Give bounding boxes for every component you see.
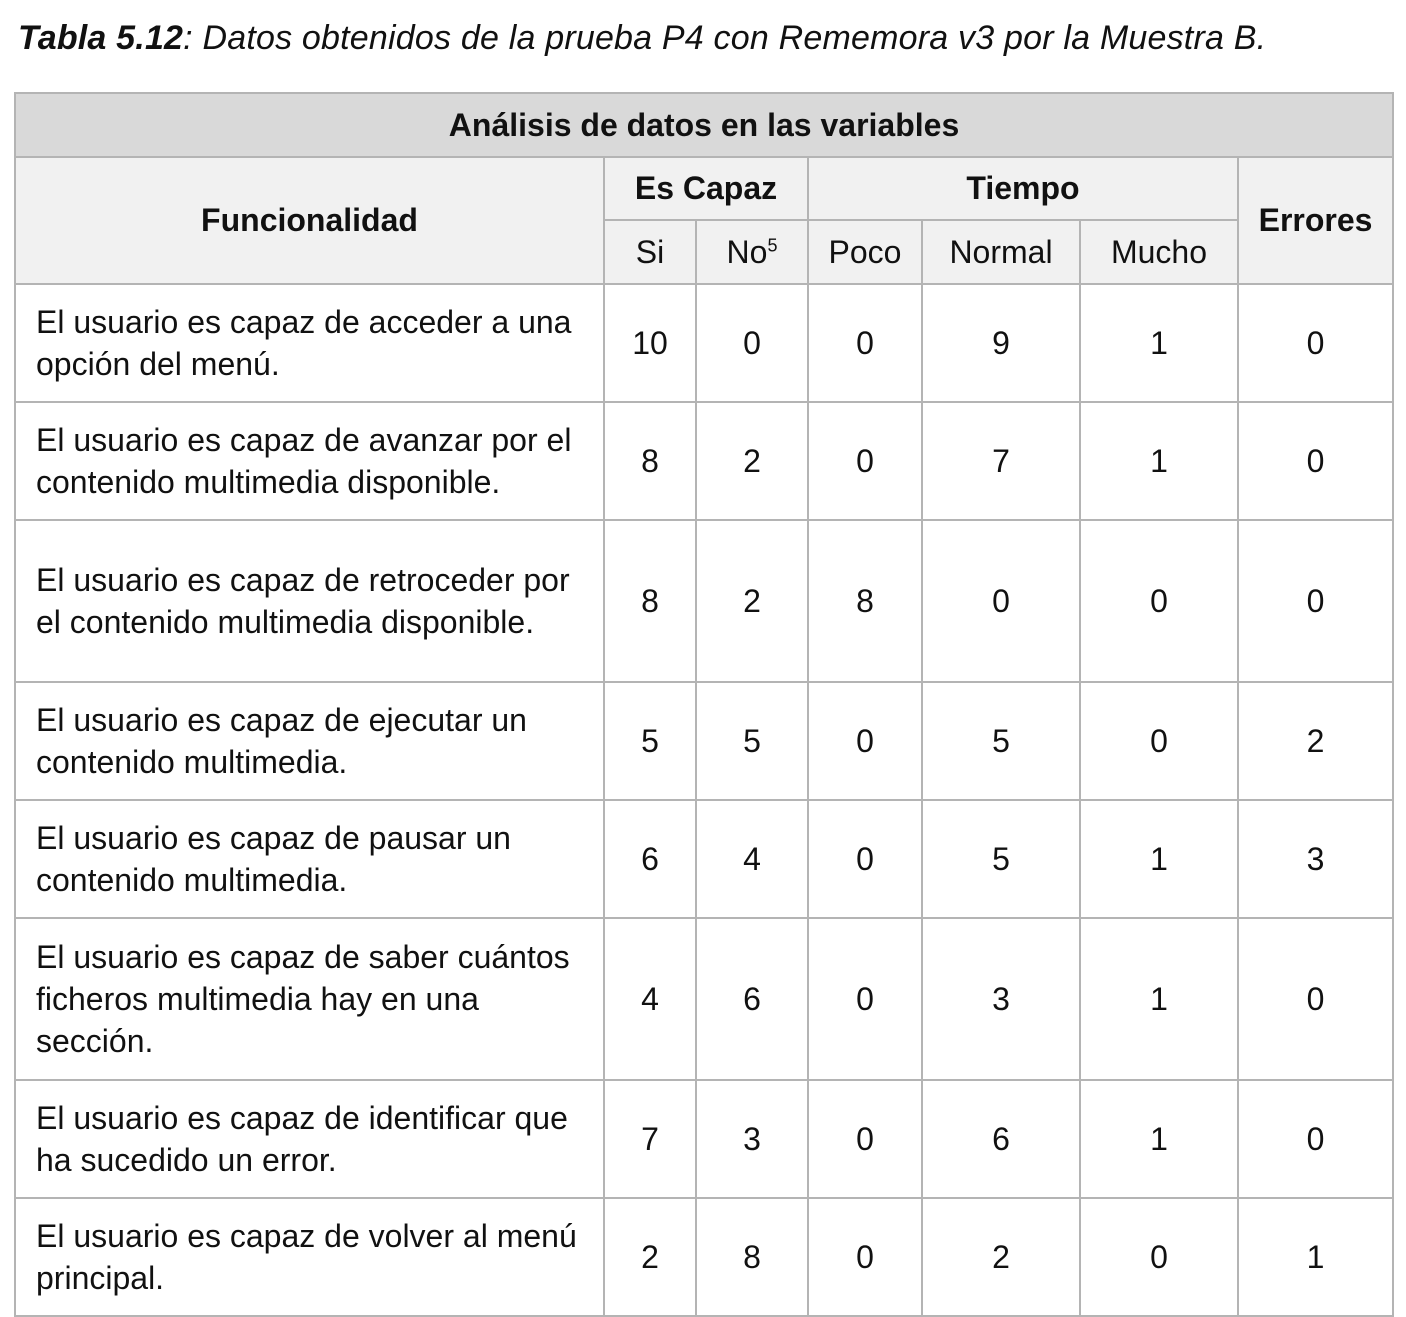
- cell-poco: 0: [808, 800, 922, 918]
- header-no: [696, 220, 808, 284]
- cell-poco: 0: [808, 682, 922, 800]
- cell-poco: 0: [808, 284, 922, 402]
- cell-mucho: 1: [1080, 800, 1238, 918]
- cell-poco: 0: [808, 402, 922, 520]
- cell-mucho: 0: [1080, 682, 1238, 800]
- cell-no: 2: [696, 402, 808, 520]
- header-funcionalidad: Funcionalidad: [15, 157, 604, 284]
- cell-funcionalidad: El usuario es capaz de volver al menú principal.: [15, 1198, 604, 1316]
- cell-mucho: 0: [1080, 1198, 1238, 1316]
- table-title: Análisis de datos en las variables: [15, 93, 1393, 157]
- cell-funcionalidad: El usuario es capaz de pausar un contenido multimedia.: [15, 800, 604, 918]
- cell-normal: 5: [922, 800, 1080, 918]
- header-es-capaz: Es Capaz: [604, 157, 808, 220]
- cell-normal: 5: [922, 682, 1080, 800]
- cell-si: 7: [604, 1080, 696, 1198]
- cell-si: 6: [604, 800, 696, 918]
- cell-poco: 0: [808, 1198, 922, 1316]
- table-row: [15, 1080, 1393, 1198]
- data-table: [14, 92, 1394, 1317]
- cell-si: 4: [604, 918, 696, 1080]
- table-row: [15, 402, 1393, 520]
- table-row: [15, 1198, 1393, 1316]
- cell-mucho: 1: [1080, 402, 1238, 520]
- cell-mucho: 0: [1080, 520, 1238, 682]
- header-poco: Poco: [808, 220, 922, 284]
- cell-si: 8: [604, 520, 696, 682]
- cell-poco: 0: [808, 1080, 922, 1198]
- cell-normal: 9: [922, 284, 1080, 402]
- header-row-1: [15, 157, 1393, 220]
- cell-no: 4: [696, 800, 808, 918]
- cell-normal: 6: [922, 1080, 1080, 1198]
- table-caption: [18, 14, 1266, 62]
- caption-label: Tabla 5.12: [18, 19, 184, 57]
- cell-poco: 8: [808, 520, 922, 682]
- cell-no: 0: [696, 284, 808, 402]
- cell-mucho: 1: [1080, 284, 1238, 402]
- cell-normal: 7: [922, 402, 1080, 520]
- table-title-row: [15, 93, 1393, 157]
- header-si: Si: [604, 220, 696, 284]
- footnote-marker: 5: [767, 234, 778, 255]
- cell-errores: 0: [1238, 284, 1393, 402]
- caption-text: : Datos obtenidos de la prueba P4 con Rememora v3 por la Muestra B.: [183, 19, 1267, 57]
- cell-poco: 0: [808, 918, 922, 1080]
- cell-funcionalidad: El usuario es capaz de retroceder por el contenido multimedia disponible.: [15, 520, 604, 682]
- header-mucho: Mucho: [1080, 220, 1238, 284]
- header-errores: Errores: [1238, 157, 1393, 284]
- cell-funcionalidad: El usuario es capaz de identificar que ha sucedido un error.: [15, 1080, 604, 1198]
- cell-si: 5: [604, 682, 696, 800]
- cell-errores: 3: [1238, 800, 1393, 918]
- cell-errores: 0: [1238, 918, 1393, 1080]
- table-row: [15, 682, 1393, 800]
- cell-normal: 2: [922, 1198, 1080, 1316]
- table-row: [15, 918, 1393, 1080]
- cell-errores: 2: [1238, 682, 1393, 800]
- cell-funcionalidad: El usuario es capaz de ejecutar un contenido multimedia.: [15, 682, 604, 800]
- cell-no: 2: [696, 520, 808, 682]
- cell-errores: 0: [1238, 520, 1393, 682]
- cell-funcionalidad: El usuario es capaz de acceder a una opción del menú.: [15, 284, 604, 402]
- cell-errores: 0: [1238, 402, 1393, 520]
- header-normal: Normal: [922, 220, 1080, 284]
- table-row: [15, 800, 1393, 918]
- cell-no: 3: [696, 1080, 808, 1198]
- cell-normal: 3: [922, 918, 1080, 1080]
- cell-funcionalidad: El usuario es capaz de saber cuántos ficheros multimedia hay en una sección.: [15, 918, 604, 1080]
- cell-si: 10: [604, 284, 696, 402]
- cell-errores: 1: [1238, 1198, 1393, 1316]
- cell-mucho: 1: [1080, 918, 1238, 1080]
- cell-funcionalidad: El usuario es capaz de avanzar por el contenido multimedia disponible.: [15, 402, 604, 520]
- cell-mucho: 1: [1080, 1080, 1238, 1198]
- header-tiempo: Tiempo: [808, 157, 1238, 220]
- table-row: [15, 520, 1393, 682]
- cell-no: 5: [696, 682, 808, 800]
- cell-si: 8: [604, 402, 696, 520]
- cell-no: 8: [696, 1198, 808, 1316]
- cell-normal: 0: [922, 520, 1080, 682]
- cell-si: 2: [604, 1198, 696, 1316]
- table-row: [15, 284, 1393, 402]
- cell-errores: 0: [1238, 1080, 1393, 1198]
- header-no-label: No: [726, 233, 768, 270]
- cell-no: 6: [696, 918, 808, 1080]
